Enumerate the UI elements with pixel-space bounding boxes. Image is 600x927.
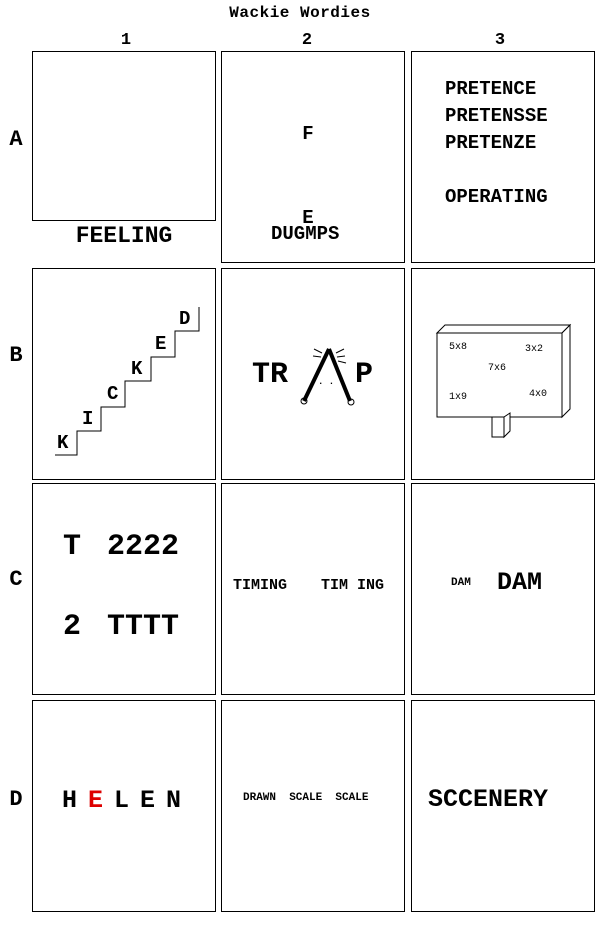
c3-big-word: DAM xyxy=(497,568,543,597)
step-letter: D xyxy=(179,308,191,330)
c2-word-a: TIMING xyxy=(233,577,288,594)
a2-bottom-word: DUGMPS xyxy=(271,223,340,245)
puzzle-a1-box[interactable] xyxy=(32,51,216,221)
puzzle-b3[interactable] xyxy=(411,268,595,480)
mousetrap-icon xyxy=(222,269,406,481)
sign-board-icon xyxy=(412,269,596,481)
puzzle-a3[interactable] xyxy=(411,51,595,263)
b2-left-text: TR xyxy=(252,358,289,392)
puzzle-d2[interactable] xyxy=(221,700,405,912)
b2-right-text: P xyxy=(355,358,374,392)
sign-label: 7x6 xyxy=(488,363,507,374)
sign-label: 4x0 xyxy=(529,389,548,400)
column-header-2: 2 xyxy=(301,31,313,50)
c1-line2-b: TTTT xyxy=(107,610,180,644)
c1-line2-a: 2 xyxy=(63,610,82,644)
d1-letter: N xyxy=(166,786,182,815)
step-letter: K xyxy=(131,358,143,380)
c1-line1-a: T xyxy=(63,530,82,564)
sign-label: 5x8 xyxy=(449,342,468,353)
letter: F xyxy=(302,123,314,145)
puzzle-c1[interactable] xyxy=(32,483,216,695)
page-title: Wackie Wordies xyxy=(229,4,371,22)
d1-letter: L xyxy=(114,786,130,815)
a3-last-word: OPERATING xyxy=(445,186,548,208)
a3-line-1: PRETENCE xyxy=(445,78,537,100)
column-header-3: 3 xyxy=(494,31,506,50)
letter: E xyxy=(302,207,314,229)
d1-letter-highlight: E xyxy=(88,786,104,815)
a3-line-2: PRETENSSE xyxy=(445,105,548,127)
row-header-c: C xyxy=(9,567,23,592)
d3-text: SCCENERY xyxy=(428,785,549,814)
puzzle-b2[interactable] xyxy=(221,268,405,480)
c1-line1-b: 2222 xyxy=(107,530,180,564)
b2-dots: . . . xyxy=(318,377,346,387)
sign-label: 1x9 xyxy=(449,392,468,403)
step-letter: K xyxy=(57,432,69,454)
step-letter: C xyxy=(107,383,119,405)
d1-letter: H xyxy=(62,786,78,815)
a3-line-3: PRETENZE xyxy=(445,132,537,154)
c3-small-word: DAM xyxy=(451,577,471,589)
c2-word-b: TIM ING xyxy=(321,577,385,594)
puzzle-c3[interactable] xyxy=(411,483,595,695)
puzzle-d3[interactable] xyxy=(411,700,595,912)
d1-letter: E xyxy=(140,786,156,815)
sign-label: 3x2 xyxy=(525,344,544,355)
puzzle-b1[interactable] xyxy=(32,268,216,480)
puzzle-a2[interactable] xyxy=(221,51,405,263)
puzzle-a1-word: FEELING xyxy=(75,223,173,249)
column-header-1: 1 xyxy=(120,31,132,50)
row-header-d: D xyxy=(9,787,23,812)
step-letter: E xyxy=(155,333,167,355)
puzzle-d1[interactable] xyxy=(32,700,216,912)
puzzle-c2[interactable] xyxy=(221,483,405,695)
row-header-a: A xyxy=(9,127,23,152)
step-letter: I xyxy=(82,408,94,430)
d2-text: DRAWN SCALE SCALE xyxy=(243,792,369,804)
row-header-b: B xyxy=(9,343,23,368)
